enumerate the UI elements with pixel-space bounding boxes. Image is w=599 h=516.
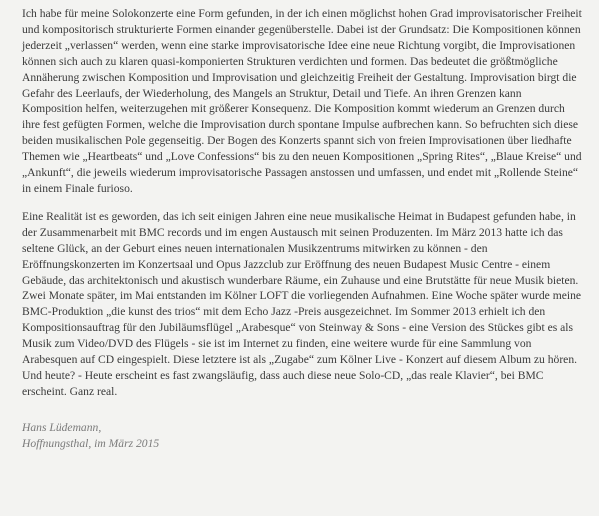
signature-name: Hans Lüdemann, [22, 420, 102, 434]
paragraph-solo-concerts: Ich habe für meine Solokonzerte eine Form gefunden, in der ich einen möglichst hohen Grad improvisatorischer Freiheit und kompositorisch strukturierte Formen einander gegenüberstelle. Dabei ist der Grundsatz: Die Kompositionen können jederzeit „verlassen“ werden, wenn eine starke improvisatorische Idee eine neue Richtung vorgibt, die Improvisationen können sich auch zu klaren quasi-komponierten Strukturen verdichten und formen. Das bedeutet die größtmögliche Annäherung zwischen Komposition und Improvisation und gleichzeitig Freiheit der Gestaltung. Improvisation birgt die Gefahr des Leerlaufs, der Wiederholung, des Mangels an Struktur, Detail und Tiefe. An ihren Grenzen kann Komposition helfen, weiterzugehen mit größerer Konsequenz. Die Komposition kommt wiederum an Grenzen durch ihre fest gefügten Formen, welche die Improvisation durch spontane Impulse aufbrechen kann. So befruchten sich diese beiden musikalischen Pole gegenseitig. Der Bogen des Konzerts spannt sich von freien Improvisationen über liedhafte Themen wie „Heartbeats“ und „Love Confessions“ bis zu den neuen Kompositionen „Spring Rites“, „Blaue Kreise“ und „Ankunft“, die jeweils wiederum improvisatorische Passagen anstossen und umfassen, und endet mit „Rollende Steine“ in einem Finale furioso. [22, 7, 582, 195]
paragraph-budapest: Eine Realität ist es geworden, das ich seit einigen Jahren eine neue musikalische Heimat in Budapest gefunden habe, in der Zusammenarbeit mit BMC records und im engen Austausch mit seinen Produzenten. Im März 2013 hatte ich das seltene Glück, an der Geburt eines neuen internationalen Musikzentrums mitwirken zu können - den Eröffnungskonzerten im Konzertsaal und Opus Jazzclub zur Eröffnung des neuen Budapest Music Centre - einem Gebäude, das architektonisch und akustisch wunderbare Räume, ein Zuhause und eine Brutstätte für neue Musik bieten. Zwei Monate später, im Mai entstanden im Kölner LOFT die vorliegenden Aufnahmen. Eine Woche später wurde meine BMC-Produktion „die kunst des trios“ mit dem Echo Jazz -Preis ausgezeichnet. Im Sommer 2013 erhielt ich den Kompositionsauftrag für den Jubiläumsflügel „Arabesque“ von Steinway & Sons - eine Version des Stückes gibt es als Musik zum Video/DVD des Flügels - sie ist im Internet zu finden, eine weitere wurde für eine Sammlung von Arabesquen auf CD eingespielt. Diese letztere ist als „Zugabe“ zum Kölner Live - Konzert auf diesem Album zu hören. Und heute? - Heute erscheint es fast zwangsläufig, dass auch diese neue Solo-CD, „das reale Klavier“, bei BMC erscheint. Ganz real. [22, 209, 582, 398]
signature-block [22, 420, 582, 452]
liner-notes-page [22, 6, 582, 452]
signature-place-date: Hoffnungsthal, im März 2015 [22, 436, 160, 450]
